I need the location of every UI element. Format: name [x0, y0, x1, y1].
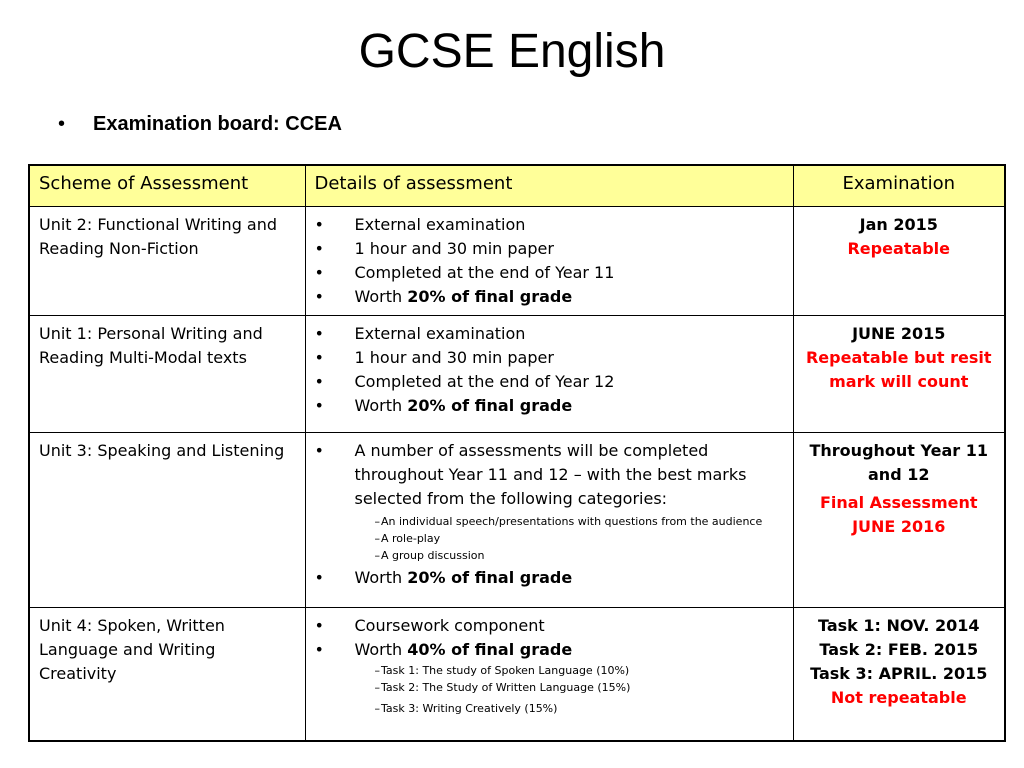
details-cell [305, 608, 793, 742]
header-examination: Examination [793, 165, 1005, 207]
sub-item: –An individual speech/presentations with questions from the audience [374, 515, 763, 528]
unit-cell: Unit 2: Functional Writing and Reading Non-Fiction [29, 207, 305, 316]
exam-task-3: Task 3: APRIL. 2015 [810, 664, 988, 683]
bullet-icon: • [314, 396, 324, 415]
exam-note: Final Assessment [819, 493, 978, 512]
header-scheme: Scheme of Assessment [29, 165, 305, 207]
bullet-icon: • [58, 113, 66, 135]
exam-task-1: Task 1: NOV. 2014 [817, 616, 980, 635]
table-row [29, 608, 1005, 742]
detail-item: • Worth 20% of final grade [315, 394, 784, 418]
bullet-icon: • [314, 215, 324, 234]
detail-item: • Completed at the end of Year 11 [315, 261, 784, 285]
bullet-icon: • [314, 348, 324, 367]
exam-board-text: Examination board: CCEA [93, 113, 342, 135]
assessment-table [28, 164, 1006, 742]
table-row [29, 433, 1005, 608]
exam-cell [793, 316, 1005, 433]
bullet-icon: • [314, 568, 324, 587]
detail-item: • Worth 20% of final grade [315, 566, 784, 590]
header-details: Details of assessment [305, 165, 793, 207]
detail-item: • A number of assessments will be completed throughout Year 11 and 12 – with the best marks selected from the following categories: [314, 441, 747, 508]
bullet-icon: • [314, 239, 324, 258]
details-cell [305, 433, 793, 608]
details-cell [305, 207, 793, 316]
unit-cell: Unit 1: Personal Writing and Reading Multi-Modal texts [29, 316, 305, 433]
exam-cell [793, 433, 1005, 608]
unit-cell: Unit 3: Speaking and Listening [29, 433, 305, 608]
bullet-icon: • [314, 441, 324, 460]
exam-cell [793, 608, 1005, 742]
detail-item: • 1 hour and 30 min paper [315, 237, 784, 261]
table-header-row [29, 165, 1005, 207]
bullet-icon: • [314, 263, 324, 282]
sub-item: –A role-play [374, 532, 441, 545]
sub-item: –Task 3: Writing Creatively (15%) [374, 702, 558, 715]
bullet-icon: • [314, 616, 324, 635]
exam-note: Repeatable [847, 239, 950, 258]
bullet-icon: • [314, 324, 324, 343]
detail-item: • Coursework component [315, 614, 784, 638]
sub-item: –Task 2: The Study of Written Language (15%) [374, 681, 631, 694]
exam-date: Jan 2015 [859, 215, 938, 234]
table-row [29, 207, 1005, 316]
bullet-icon: • [314, 287, 324, 306]
details-cell [305, 316, 793, 433]
detail-item: • Worth 40% of final grade [315, 638, 784, 662]
exam-note: Not repeatable [830, 688, 967, 707]
table-row [29, 316, 1005, 433]
detail-item: • External examination [315, 213, 784, 237]
exam-board-line [58, 110, 342, 138]
detail-item: • Completed at the end of Year 12 [315, 370, 784, 394]
bullet-icon: • [314, 372, 324, 391]
sub-item: –Task 1: The study of Spoken Language (10%) [374, 664, 630, 677]
exam-date: Throughout Year 11 and 12 [809, 441, 988, 484]
bullet-icon: • [314, 640, 324, 659]
detail-item: • Worth 20% of final grade [315, 285, 784, 309]
exam-task-2: Task 2: FEB. 2015 [819, 640, 979, 659]
detail-item: • 1 hour and 30 min paper [315, 346, 784, 370]
exam-note-date: JUNE 2016 [852, 517, 946, 536]
sub-item: –A group discussion [374, 549, 485, 562]
detail-item: • External examination [315, 322, 784, 346]
unit-cell: Unit 4: Spoken, Written Language and Writing Creativity [29, 608, 305, 742]
exam-date: JUNE 2015 [852, 324, 946, 343]
exam-cell [793, 207, 1005, 316]
exam-note: Repeatable but resit mark will count [805, 348, 992, 391]
slide-title: GCSE English [358, 25, 666, 78]
